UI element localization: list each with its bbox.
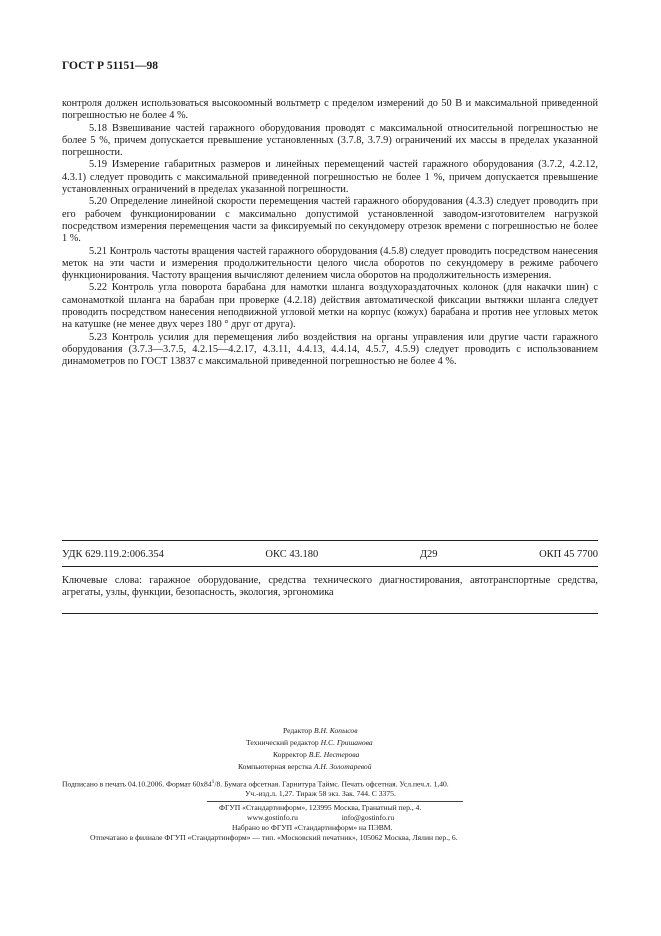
typeset-line: Набрано во ФГУП «Стандартинформ» на ПЭВМ. xyxy=(232,823,393,832)
imprint-divider xyxy=(207,801,463,802)
paragraph-5-20: 5.20 Определение линейной скорости перемещения частей гаражного оборудования (4.3.3) следует проводить при его рабочем функционировании с максимально допустимой установленной заводом-изготовителем нагрузкой посредством измерения перемещения части за фиксируемый по секундомеру отрезок времени с погрешностью не более 1 %. xyxy=(62,196,598,245)
format-slash: / xyxy=(214,779,217,789)
middle-divider xyxy=(62,566,598,567)
print-run-line: Уч.-изд.л. 1,27. Тираж 58 экз. Зак. 744. С 3375. xyxy=(245,789,396,798)
corrector-line xyxy=(273,750,359,760)
tech-editor-role: Технический редактор xyxy=(246,738,319,747)
body-text xyxy=(62,98,598,369)
tech-editor-name: Н.С. Гришанова xyxy=(320,738,373,747)
contacts-line xyxy=(247,813,394,823)
corrector-role: Корректор xyxy=(273,750,307,759)
signed-line xyxy=(62,777,449,790)
publisher-line: ФГУП «Стандартинформ», 123995 Москва, Гранатный пер., 4. xyxy=(219,803,422,812)
editor-name: В.Н. Копысов xyxy=(313,726,358,735)
oks-code: ОКС 43.180 xyxy=(265,549,319,560)
website: www.gostinfo.ru xyxy=(247,813,298,822)
corrector-name: В.Е. Нестерова xyxy=(308,750,360,759)
email: info@gostinfo.ru xyxy=(341,813,395,822)
paragraph-5-22: 5.22 Контроль угла поворота барабана для намотки шланга воздухораздаточных колонок (для накачки шин) с самонамоткой шланга на барабан при проверке (4.2.18) действия автоматической фиксации вытяжки шланга следует проводить посредством нанесения неподвижной угловой метки на корпус (кожух) барабана и против нее угловых меток на катушке (не менее двух через 180 ° друг от друга). xyxy=(62,282,598,331)
okp-code: ОКП 45 7700 xyxy=(539,549,598,560)
document-header: ГОСТ Р 51151—98 xyxy=(62,60,158,72)
editor-line xyxy=(283,726,358,736)
paragraph-5-23: 5.23 Контроль усилия для перемещения либо воздействия на органы управления или другие части гаражного оборудования (3.7.3—3.7.5, 4.2.15—4.2.17, 4.3.11, 4.4.13, 4.4.14, 4.5.7, 4.5.9) следует проводить с использованием динамометров по ГОСТ 13837 с максимальной приведенной погрешностью не более 4 %. xyxy=(62,331,598,368)
format-numerator: 1 xyxy=(211,779,215,785)
tech-editor-line xyxy=(246,738,373,748)
layout-name: А.Н. Золотаревой xyxy=(313,762,372,771)
layout-line xyxy=(238,762,372,772)
d-code: Д29 xyxy=(419,549,438,560)
format-denominator: 8 xyxy=(216,779,221,789)
paragraph-5-17-continued: контроля должен использоваться высокоомный вольтметр с пределом измерений до 50 В и максимальной приведенной погрешностью не более 4 %. xyxy=(62,98,598,122)
classification-codes xyxy=(62,549,598,560)
keywords: Ключевые слова: гаражное оборудование, средства технического диагностирования, автотранспортные средства, агрегаты, узлы, функции, безопасность, экология, эргономика xyxy=(62,575,598,599)
printed-line: Отпечатано в филиале ФГУП «Стандартинформ» — тип. «Московский печатник», 105062 Москва, Лялин пер., 6. xyxy=(90,833,458,842)
layout-role: Компьютерная верстка xyxy=(238,762,312,771)
bottom-divider xyxy=(62,613,598,614)
udk-code: УДК 629.119.2:006.354 xyxy=(62,549,164,560)
top-divider xyxy=(62,540,598,541)
signed-details: . Бумага офсетная. Гарнитура Таймс. Печать офсетная. Усл.печ.л. 1,40. xyxy=(220,779,449,789)
paragraph-5-19: 5.19 Измерение габаритных размеров и линейных перемещений частей гаражного оборудования (3.7.2, 4.2.12, 4.3.1) следует проводить с максимальной приведенной погрешностью не более 1 %, причем допускается превышение установленных ограничений в пределах указанной погрешности. xyxy=(62,159,598,196)
paragraph-5-18: 5.18 Взвешивание частей гаражного оборудования проводят с максимальной относительной погрешностью не более 5 %, причем допускается превышение установленных (3.7.8, 3.7.9) ограничений их массы в пределах указанной погрешности. xyxy=(62,122,598,159)
paragraph-5-21: 5.21 Контроль частоты вращения частей гаражного оборудования (4.5.8) следует проводить посредством нанесения меток на эти части и измерения продолжительности целого числа оборотов по секундомеру в режиме рабочего функционирования. Частоту вращения вычисляют делением числа оборотов на продолжительность измерения. xyxy=(62,245,598,282)
signed-text: Подписано в печать 04.10.2006. Формат 60х84 xyxy=(62,779,212,789)
editor-role: Редактор xyxy=(283,726,313,735)
